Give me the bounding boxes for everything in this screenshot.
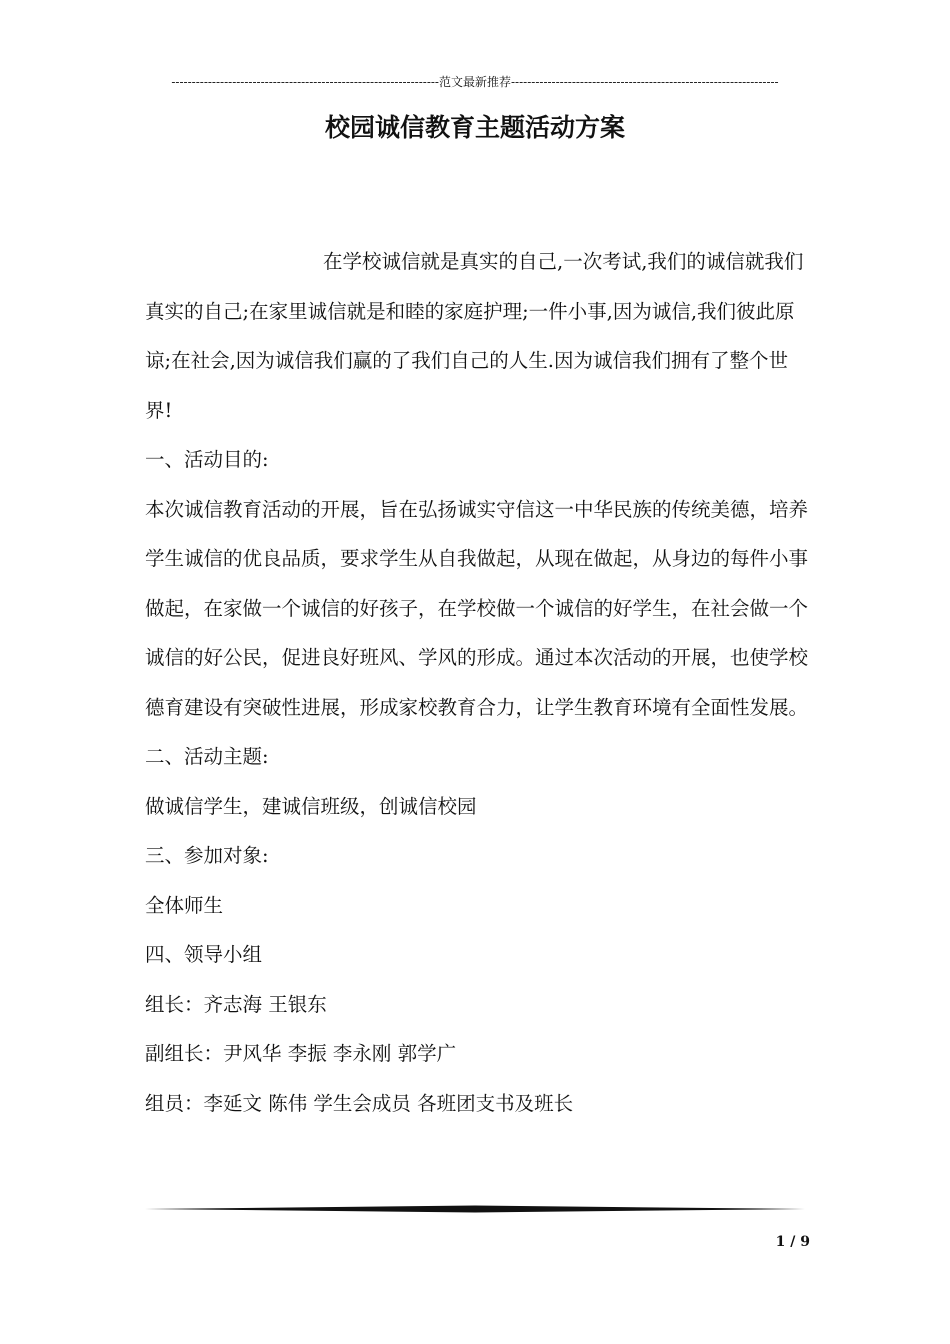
section-heading-leadership: 四、领导小组	[145, 943, 263, 966]
participants-paragraph: 全体师生	[145, 893, 224, 917]
members-line: 组员：李延文 陈伟 学生会成员 各班团支书及班长	[145, 1091, 574, 1115]
purpose-paragraph: 本次诚信教育活动的开展，旨在弘扬诚实守信这一中华民族的传统美德，培养学生诚信的优良品质，要求学生从自我做起，从现在做起，从身边的每件小事做起，在家做一个诚信的好孩子，在学校做一个诚信的好学生，在社会做一个诚信的好公民，促进良好班风、学风的形成。通过本次活动的开展，也使学校德育建设有突破性进展，形成家校教育合力，让学生教育环境有全面性发展。	[145, 497, 809, 719]
page-number: 1 / 9	[775, 1234, 810, 1250]
footer-rule	[145, 1205, 805, 1213]
header-right-dashes: ------------------------------------------------------------------	[511, 75, 779, 89]
header-left-dashes: ------------------------------------------------------------------	[171, 75, 439, 89]
document-body	[145, 237, 810, 1128]
section-heading-participants: 三、参加对象:	[145, 844, 269, 867]
leader-line: 组长：齐志海 王银东	[145, 992, 327, 1016]
theme-paragraph: 做诚信学生，建诚信班级，创诚信校园	[145, 794, 477, 818]
deputy-leader-line: 副组长：尹风华 李振 李永刚 郭学广	[145, 1042, 457, 1065]
section-heading-purpose: 一、活动目的:	[145, 448, 269, 471]
page-header	[145, 70, 805, 94]
document-title: 校园诚信教育主题活动方案	[324, 113, 625, 142]
intro-paragraph: 在学校诚信就是真实的自己,一次考试,我们的诚信就我们真实的自己;在家里诚信就是和睦的家庭护理;一件小事,因为诚信,我们彼此原谅;在社会,因为诚信我们赢的了我们自己的人生.因为诚信我们拥有了整个世界!	[145, 250, 804, 422]
header-label: 范文最新推荐	[438, 75, 511, 89]
section-heading-theme: 二、活动主题:	[145, 745, 269, 768]
